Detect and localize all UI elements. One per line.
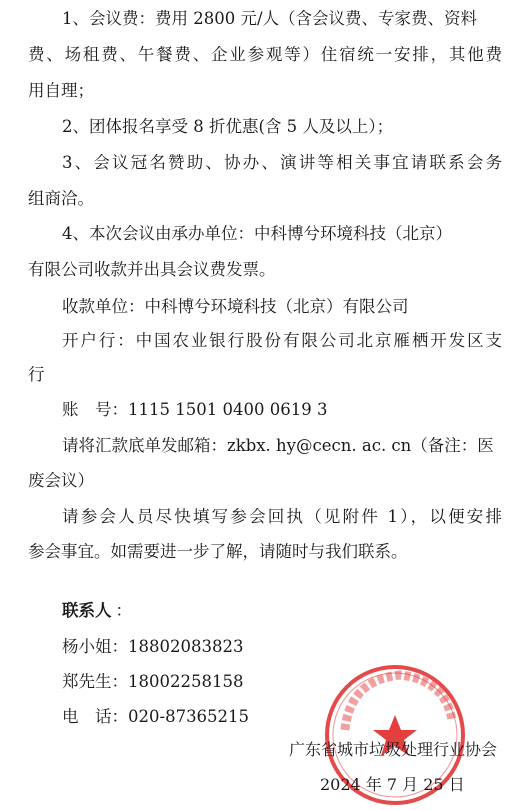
email-line-1: 请将汇款底单发邮箱：zkbx. hy@cecn. ac. cn（备注：医 [62, 436, 494, 455]
contacts-heading [62, 600, 530, 622]
item-1-line-2: 费、场租费、午餐费、企业参观等）住宿统一安排，其他费 [28, 45, 502, 64]
item-4-line-2: 有限公司收款并出具会议费发票。 [28, 260, 276, 279]
notice-line-2: 参会事宜。如需要进一步了解，请随时与我们联系。 [28, 542, 408, 561]
payee: 收款单位：中科博兮环境科技（北京）有限公司 [62, 297, 409, 316]
item-3-line-2: 组商洽。 [28, 189, 94, 208]
item-2: 2、团体报名享受 8 折优惠(含 5 人及以上）； [62, 117, 394, 136]
account-row [62, 399, 530, 421]
contact-phone: 18802083823 [128, 637, 244, 656]
email-line-2: 废会议） [28, 471, 94, 490]
notice-line-1: 请参会人员尽快填写参会回执（见附件 1），以便安排 [62, 507, 502, 526]
contacts-heading-colon: ： [115, 601, 132, 620]
item-1-line-1: 1、会议费：费用 2800 元/人（含会议费、专家费、资料 [62, 9, 478, 28]
account-number: 1115 1501 0400 0619 3 [128, 400, 328, 419]
item-4-line-1: 4、本次会议由承办单位：中科博兮环境科技（北京） [62, 224, 452, 243]
contact-label: 郑先生： [62, 672, 128, 691]
item-3-line-1: 3、会议冠名赞助、协办、演讲等相关事宜请联系会务 [62, 153, 502, 172]
contact-label: 电 话： [62, 707, 128, 726]
account-label: 账 号： [62, 400, 128, 419]
item-1-line-3: 用自理； [28, 81, 94, 100]
signature-date: 2024 年 7 月 25 日 [320, 775, 465, 794]
contact-row [62, 636, 530, 658]
contact-label: 杨小姐： [62, 637, 128, 656]
contacts-heading-text: 联系人 [62, 601, 112, 620]
bank-line-2: 行 [28, 365, 45, 384]
contact-phone: 020-87365215 [128, 707, 250, 726]
signature-org: 广东省城市垃圾处理行业协会 [289, 740, 498, 759]
bank-line-1: 开户行：中国农业银行股份有限公司北京雁栖开发区支 [62, 331, 502, 350]
contact-phone: 18002258158 [128, 672, 244, 691]
